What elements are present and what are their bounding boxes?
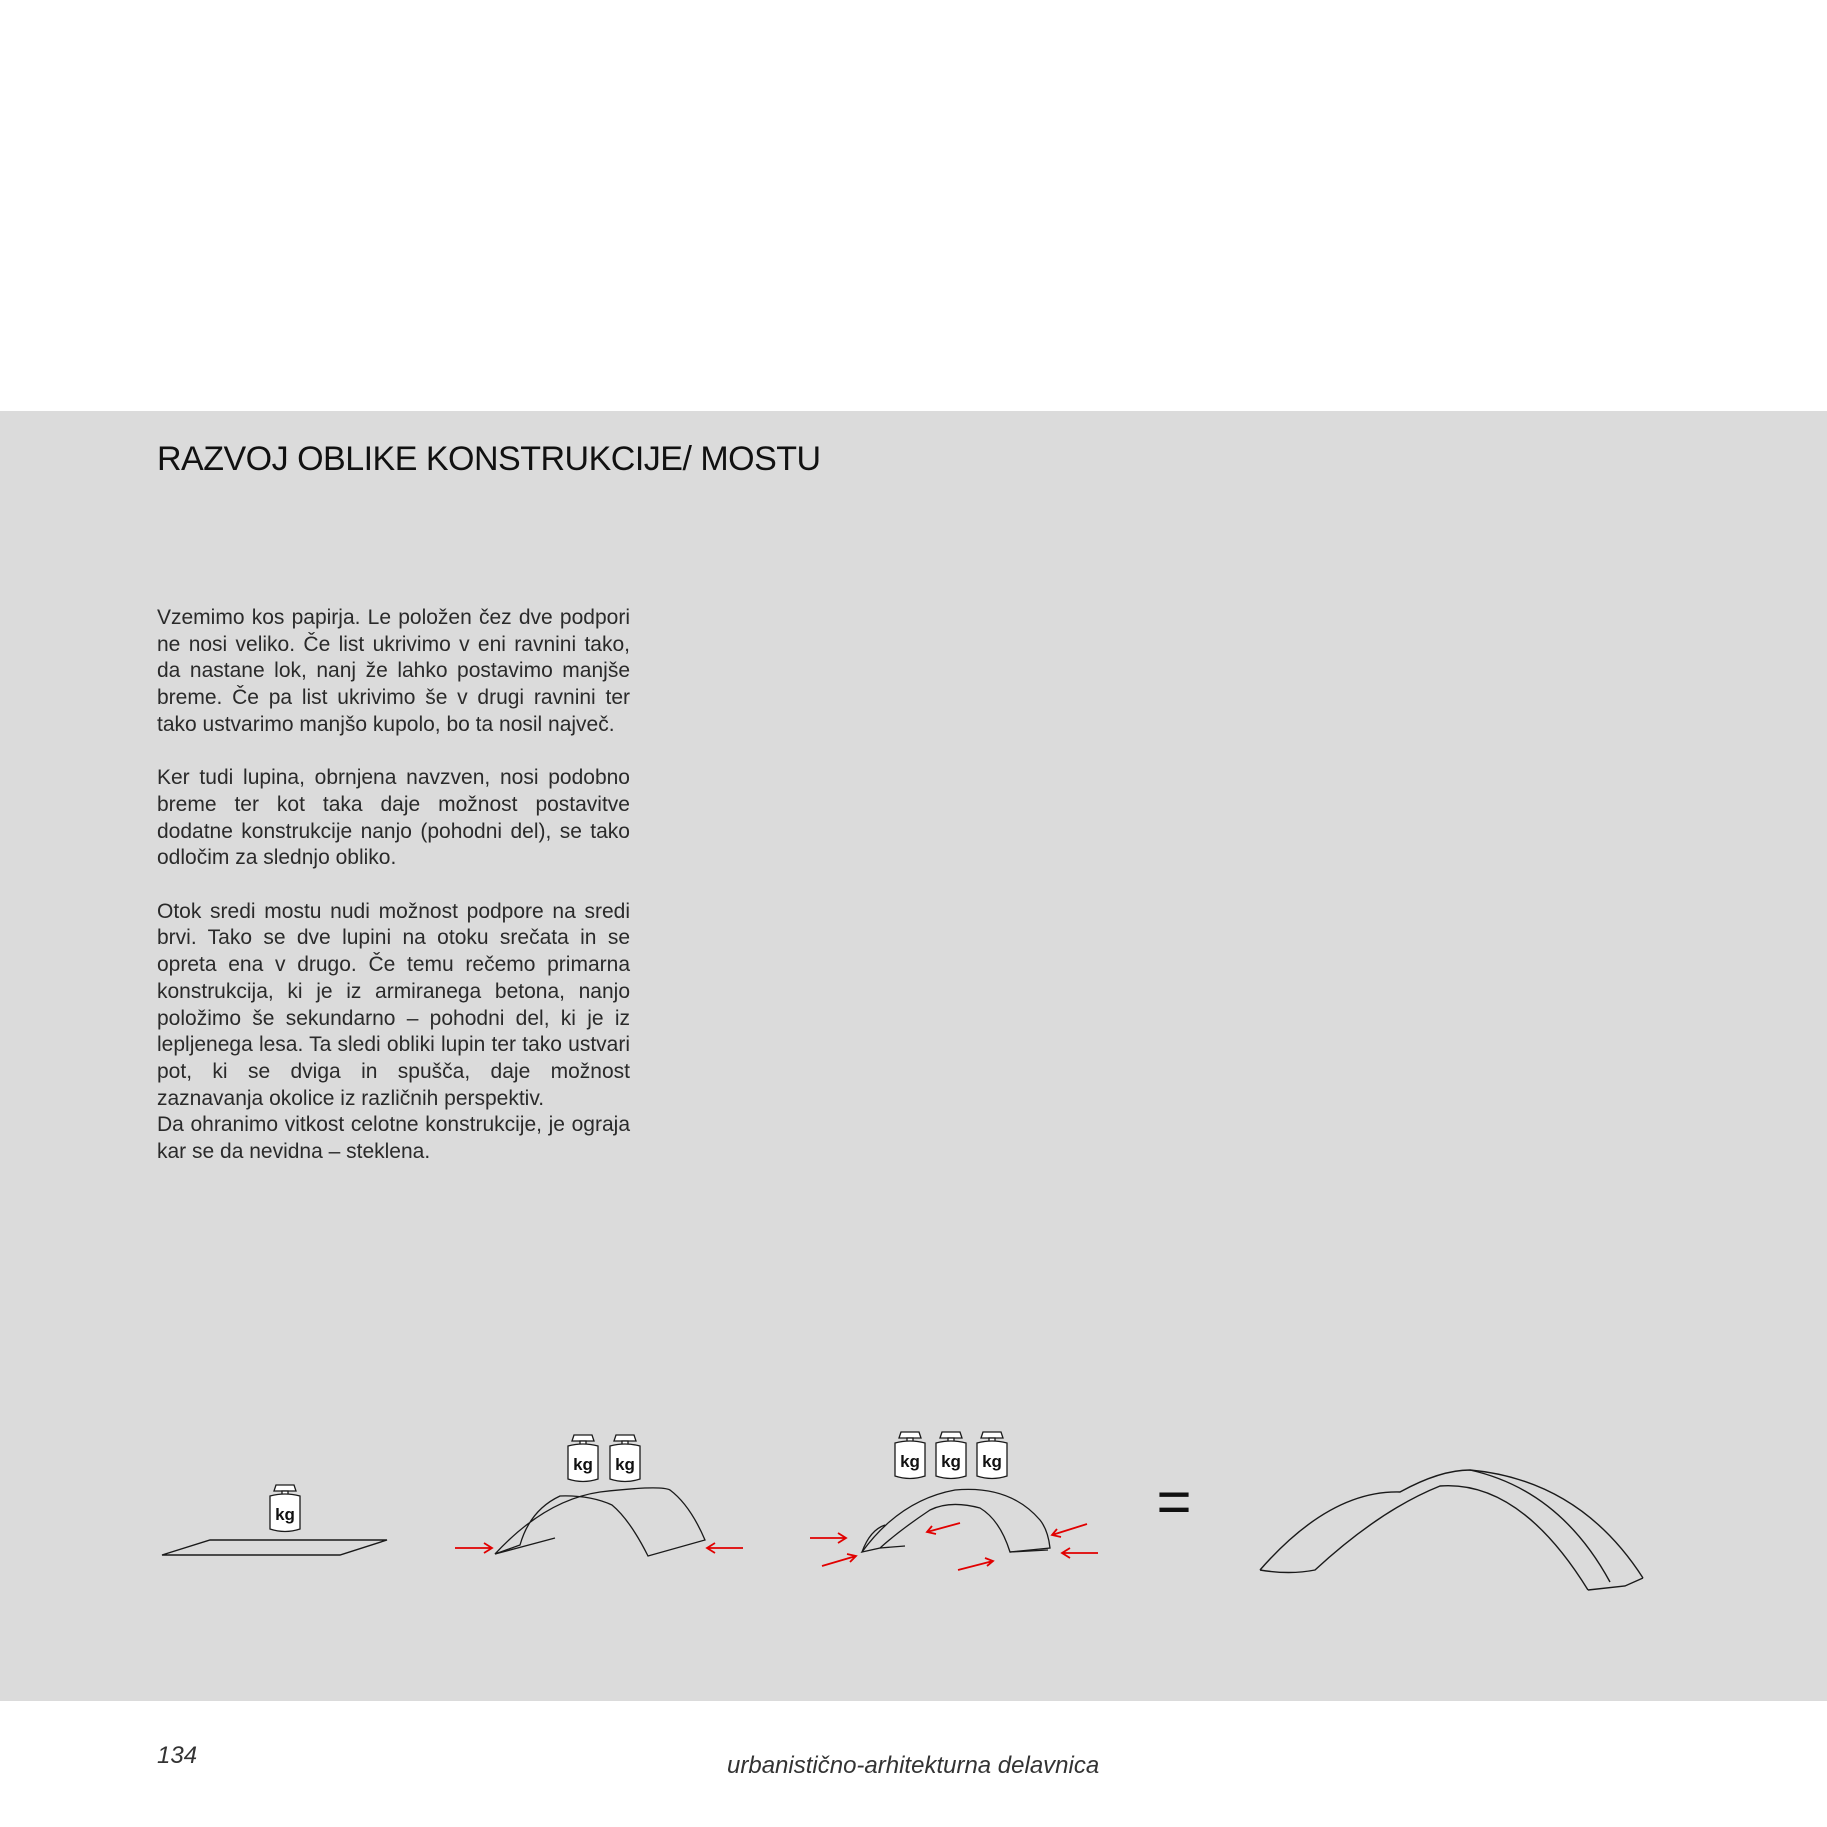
- force-arrow: [810, 1533, 846, 1543]
- flat-sheet: [162, 1540, 387, 1555]
- page-number: 134: [157, 1742, 198, 1769]
- force-arrow: [1062, 1548, 1098, 1558]
- weight-icon: [270, 1485, 300, 1532]
- force-arrow: [707, 1543, 743, 1553]
- paragraph-2: Ker tudi lupina, obrnjena navzven, nosi podobno breme ter kot taka daje možnost postavitve dodatne konstrukcije nanjo (pohodni del), se tako odločim za slednjo obliko.: [157, 766, 630, 870]
- weight-label: kg: [573, 1455, 593, 1474]
- force-arrows: [810, 1523, 1098, 1570]
- force-arrow: [958, 1558, 993, 1570]
- paragraph-1: Vzemimo kos papirja. Le položen čez dve podpori ne nosi veliko. Če list ukrivimo v eni ravnini tako, da nastane lok, nanj že lahko postavimo manjše breme. Če pa list ukrivimo še v drugi ravnini ter tako ustvarimo manjšo kupolo, bo ta nosil največ.: [157, 606, 630, 736]
- weight-icon: [610, 1435, 640, 1482]
- weight-label: kg: [900, 1452, 920, 1471]
- weight-label: kg: [275, 1505, 295, 1524]
- footer-publication-title: urbanistično-arhitekturna delavnica: [727, 1752, 1100, 1779]
- weight-icon: [936, 1432, 966, 1479]
- diagram-shell: [810, 1432, 1098, 1570]
- structure-diagrams: [0, 1400, 1827, 1620]
- bridge-inner-arch: [1260, 1486, 1588, 1590]
- diagram-flat-sheet: [162, 1485, 387, 1555]
- force-arrow: [1052, 1524, 1087, 1537]
- weight-icon: [977, 1432, 1007, 1479]
- weight-icon: [895, 1432, 925, 1479]
- weight-label: kg: [982, 1452, 1002, 1471]
- diagram-single-arch: [455, 1435, 743, 1556]
- force-arrow: [822, 1554, 856, 1566]
- paragraph-3: Otok sredi mostu nudi možnost podpore na sredi brvi. Tako se dve lupini na otoku srečata in se opreta ena v drugo. Če temu rečemo primarna konstrukcija, ki je iz armiranega betona, nanjo položimo še sekundarno – pohodni del, ki je iz lepljenega lesa. Ta sledi obliki lupin ter tako ustvari pot, ki se dviga in spušča, daje možnost zaznavanja okolice iz različnih perspektiv.: [157, 899, 630, 1110]
- body-text: [157, 605, 630, 1166]
- force-arrow: [927, 1523, 960, 1534]
- weight-label: kg: [941, 1452, 961, 1471]
- page-title: RAZVOJ OBLIKE KONSTRUKCIJE/ MOSTU: [157, 440, 821, 478]
- final-bridge-form: [1260, 1470, 1643, 1590]
- weight-label: kg: [615, 1455, 635, 1474]
- force-arrow: [455, 1543, 492, 1553]
- paragraph-4: Da ohranimo vitkost celotne konstrukcije, je ograja kar se da nevidna – steklena.: [157, 1113, 630, 1164]
- weight-icon: [568, 1435, 598, 1482]
- equals-sign: =: [1156, 1468, 1192, 1535]
- shell-sheet: [862, 1489, 1050, 1552]
